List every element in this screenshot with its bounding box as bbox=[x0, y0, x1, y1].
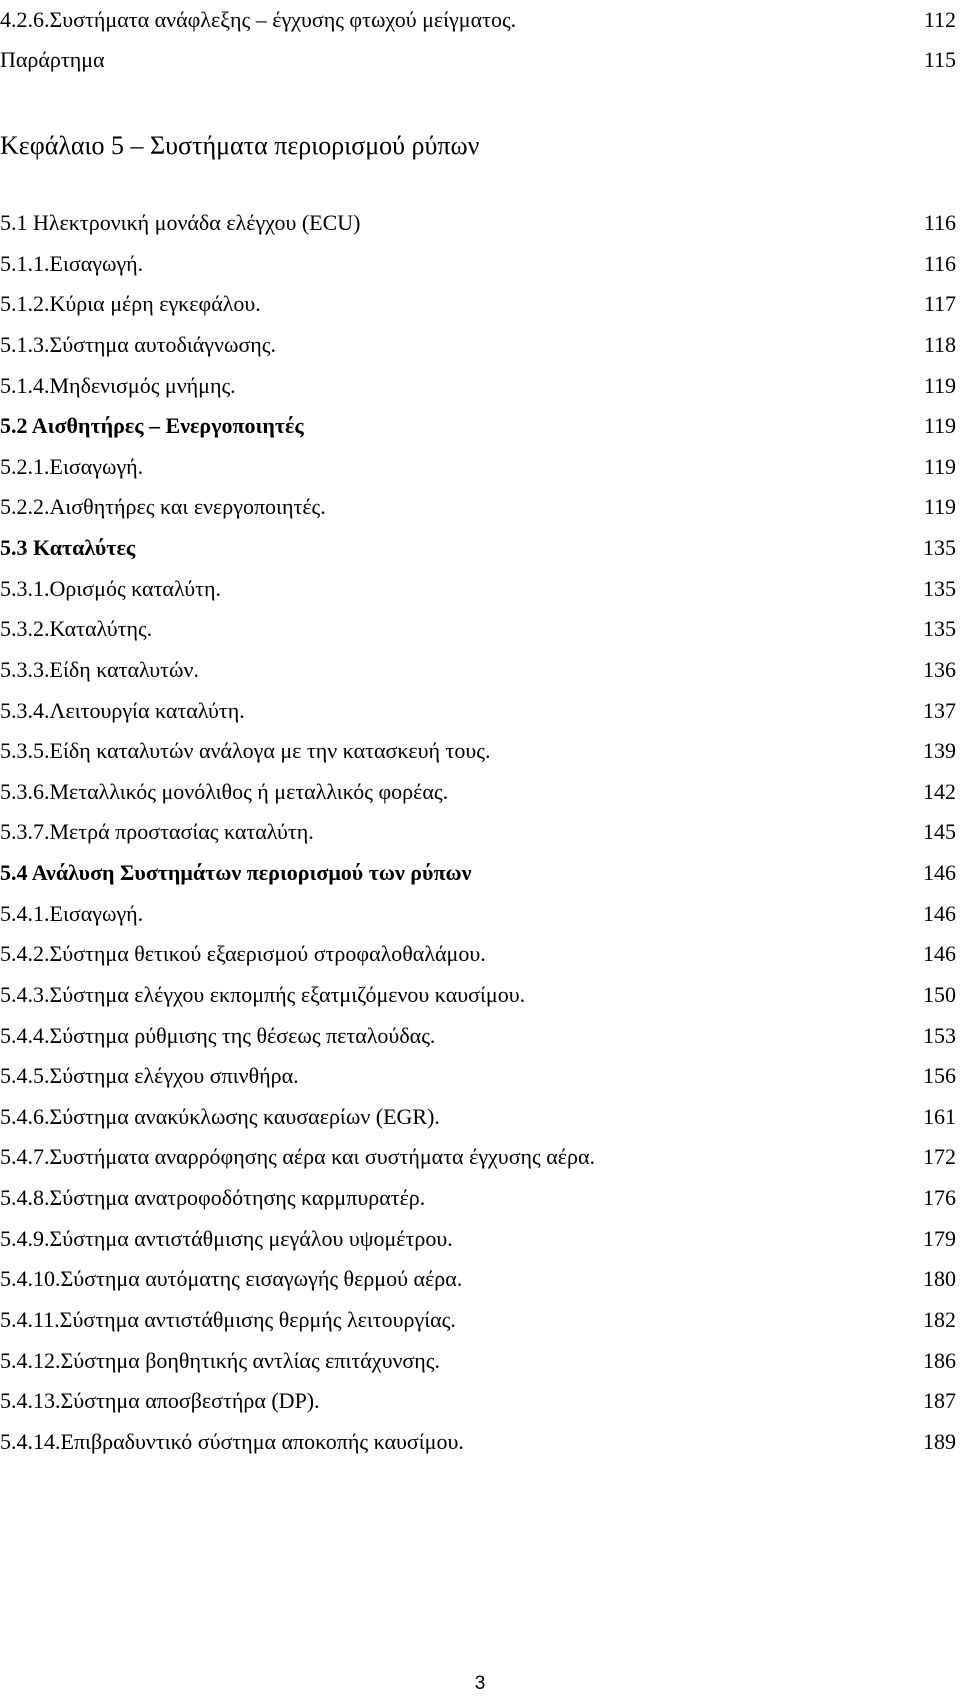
toc-entry-title: 5.2.2.Αισθητήρες και ενεργοποιητές. bbox=[0, 494, 326, 520]
toc-entry-page: 186 bbox=[923, 1347, 956, 1373]
toc-entry[interactable] bbox=[0, 244, 956, 284]
toc-entry[interactable] bbox=[0, 1178, 956, 1218]
toc-entry-title: 5.4.1.Εισαγωγή. bbox=[0, 900, 144, 926]
toc-entry-title: 5.4.11.Σύστημα αντιστάθμισης θερμής λειτουργίας. bbox=[0, 1307, 456, 1332]
toc-entry-title: 5.3.6.Μεταλλικός μονόλιθος ή μεταλλικός φορέας. bbox=[0, 778, 449, 804]
toc-entry[interactable] bbox=[0, 1422, 956, 1462]
toc-entry[interactable] bbox=[0, 650, 956, 690]
toc-entry[interactable] bbox=[0, 325, 956, 365]
toc-entry-page: 117 bbox=[923, 291, 956, 317]
toc-entry-page: 116 bbox=[923, 210, 956, 235]
toc-entry-page: 153 bbox=[923, 1022, 956, 1048]
toc-entry-page: 146 bbox=[923, 900, 956, 926]
toc-entry-title: 4.2.6.Συστήματα ανάφλεξης – έγχυσης φτωχού μείγματος. bbox=[0, 7, 517, 32]
toc-entry-title: 5.4.13.Σύστημα αποσβεστήρα (DP). bbox=[0, 1388, 320, 1414]
toc-entry[interactable] bbox=[0, 1137, 956, 1177]
toc-entry-page: 189 bbox=[923, 1428, 956, 1454]
toc-entry-title: 5.1.1.Εισαγωγή. bbox=[0, 250, 144, 276]
toc-entry-title: 5.1.4.Μηδενισμός μνήμης. bbox=[0, 372, 236, 398]
toc-entry-title: 5.3.1.Ορισμός καταλύτη. bbox=[0, 575, 221, 601]
toc-entry[interactable] bbox=[0, 1016, 956, 1056]
chapter-heading: Κεφάλαιο 5 – Συστήματα περιορισμού ρύπων bbox=[0, 131, 480, 160]
toc-entry[interactable] bbox=[0, 1056, 956, 1096]
toc-entry-page: 161 bbox=[923, 1103, 956, 1129]
toc-entry-page: 118 bbox=[923, 331, 956, 357]
toc-entry-page: 180 bbox=[923, 1266, 956, 1292]
toc-entry[interactable] bbox=[0, 853, 956, 893]
toc-entry[interactable] bbox=[0, 1381, 956, 1421]
toc-entry-title: 5.4.8.Σύστημα ανατροφοδότησης καρμπυρατέρ. bbox=[0, 1185, 426, 1211]
toc-entry-page: 172 bbox=[923, 1144, 956, 1170]
toc-entry-page: 119 bbox=[923, 453, 956, 479]
toc-entry[interactable] bbox=[0, 731, 956, 771]
toc-entry[interactable] bbox=[0, 1300, 956, 1340]
toc-entry-title: 5.2 Αισθητήρες – Ενεργοποιητές bbox=[0, 413, 304, 439]
toc-entry-title: Παράρτημα bbox=[0, 47, 105, 72]
toc-entry-page: 146 bbox=[923, 860, 956, 886]
toc-entry-page: 136 bbox=[923, 656, 956, 682]
page-number: 3 bbox=[474, 1673, 486, 1694]
toc-entry-title: 5.3.3.Είδη καταλυτών. bbox=[0, 656, 199, 682]
toc-entry[interactable] bbox=[0, 1097, 956, 1137]
toc-entry-title: 5.3.7.Μετρά προστασίας καταλύτη. bbox=[0, 819, 314, 845]
toc-entry-title: 5.4.6.Σύστημα ανακύκλωσης καυσαερίων (EGR). bbox=[0, 1103, 440, 1129]
toc-entry[interactable] bbox=[0, 772, 956, 812]
toc-entry[interactable] bbox=[0, 609, 956, 649]
toc-entry-page: 139 bbox=[923, 738, 956, 764]
toc-entry[interactable] bbox=[0, 975, 956, 1015]
toc-entry-page: 145 bbox=[923, 819, 956, 845]
toc-entry-page: 135 bbox=[923, 616, 956, 642]
toc-entry[interactable] bbox=[0, 40, 956, 80]
toc-entry[interactable] bbox=[0, 1219, 956, 1259]
toc-entry-page: 137 bbox=[923, 697, 956, 723]
toc-entry-page: 115 bbox=[923, 47, 956, 72]
toc-entry[interactable] bbox=[0, 406, 956, 446]
toc-entry-page: 142 bbox=[923, 778, 956, 804]
toc-entry-page: 135 bbox=[923, 535, 956, 561]
toc-entry[interactable] bbox=[0, 691, 956, 731]
toc-entry-page: 119 bbox=[923, 372, 956, 398]
toc-entry-page: 176 bbox=[923, 1185, 956, 1211]
toc-entry[interactable] bbox=[0, 487, 956, 527]
toc-entry[interactable] bbox=[0, 366, 956, 406]
toc-entry-title: 5.4.14.Επιβραδυντικό σύστημα αποκοπής καυσίμου. bbox=[0, 1428, 464, 1454]
toc-entry[interactable] bbox=[0, 894, 956, 934]
toc-entry-page: 182 bbox=[923, 1307, 956, 1332]
toc-entry-title: 5.1 Ηλεκτρονική μονάδα ελέγχου (ECU) bbox=[0, 210, 361, 235]
toc-entry-title: 5.4.3.Σύστημα ελέγχου εκπομπής εξατμιζόμενου καυσίμου. bbox=[0, 981, 526, 1007]
toc-entry-page: 156 bbox=[923, 1063, 956, 1089]
toc-entry-title: 5.4 Ανάλυση Συστημάτων περιορισμού των ρύπων bbox=[0, 860, 472, 886]
toc-entry-title: 5.4.7.Συστήματα αναρρόφησης αέρα και συστήματα έγχυσης αέρα. bbox=[0, 1144, 596, 1170]
toc-entry[interactable] bbox=[0, 569, 956, 609]
toc-entry-title: 5.4.4.Σύστημα ρύθμισης της θέσεως πεταλούδας. bbox=[0, 1022, 436, 1048]
toc-entry-page: 119 bbox=[923, 494, 956, 520]
toc-entry-page: 179 bbox=[923, 1225, 956, 1251]
toc-entry-title: 5.3.2.Καταλύτης. bbox=[0, 616, 153, 642]
toc-entry[interactable] bbox=[0, 1341, 956, 1381]
toc-entry[interactable] bbox=[0, 934, 956, 974]
toc-entry-page: 112 bbox=[923, 7, 956, 32]
toc-entry-page: 187 bbox=[923, 1388, 956, 1414]
toc-entry-page: 116 bbox=[923, 250, 956, 276]
toc-entry[interactable] bbox=[0, 1259, 956, 1299]
toc-entry[interactable] bbox=[0, 812, 956, 852]
toc-entry-title: 5.3.4.Λειτουργία καταλύτη. bbox=[0, 697, 245, 723]
toc-entry-title: 5.3 Καταλύτες bbox=[0, 535, 136, 561]
toc-entry-title: 5.2.1.Εισαγωγή. bbox=[0, 453, 144, 479]
toc-entry[interactable] bbox=[0, 528, 956, 568]
toc-entry[interactable] bbox=[0, 447, 956, 487]
toc-entry-title: 5.4.9.Σύστημα αντιστάθμισης μεγάλου υψομέτρου. bbox=[0, 1225, 453, 1251]
toc-entry[interactable] bbox=[0, 284, 956, 324]
toc-entry-page: 135 bbox=[923, 575, 956, 601]
toc-entry-title: 5.4.10.Σύστημα αυτόματης εισαγωγής θερμού αέρα. bbox=[0, 1266, 463, 1292]
toc-entry-page: 150 bbox=[923, 981, 956, 1007]
toc-entry-title: 5.4.12.Σύστημα βοηθητικής αντλίας επιτάχυνσης. bbox=[0, 1347, 440, 1373]
toc-entry-page: 119 bbox=[923, 413, 956, 439]
toc-entry[interactable] bbox=[0, 203, 956, 243]
toc-entry-title: 5.1.2.Κύρια μέρη εγκεφάλου. bbox=[0, 291, 261, 317]
toc-entry-page: 146 bbox=[923, 941, 956, 967]
toc-entry-title: 5.3.5.Είδη καταλυτών ανάλογα με την κατασκευή τους. bbox=[0, 738, 491, 764]
toc-entry-title: 5.4.2.Σύστημα θετικού εξαερισμού στροφαλοθαλάμου. bbox=[0, 941, 486, 967]
toc-entry-title: 5.1.3.Σύστημα αυτοδιάγνωσης. bbox=[0, 331, 277, 357]
toc-entry[interactable] bbox=[0, 0, 956, 40]
toc-entry-title: 5.4.5.Σύστημα ελέγχου σπινθήρα. bbox=[0, 1063, 299, 1089]
